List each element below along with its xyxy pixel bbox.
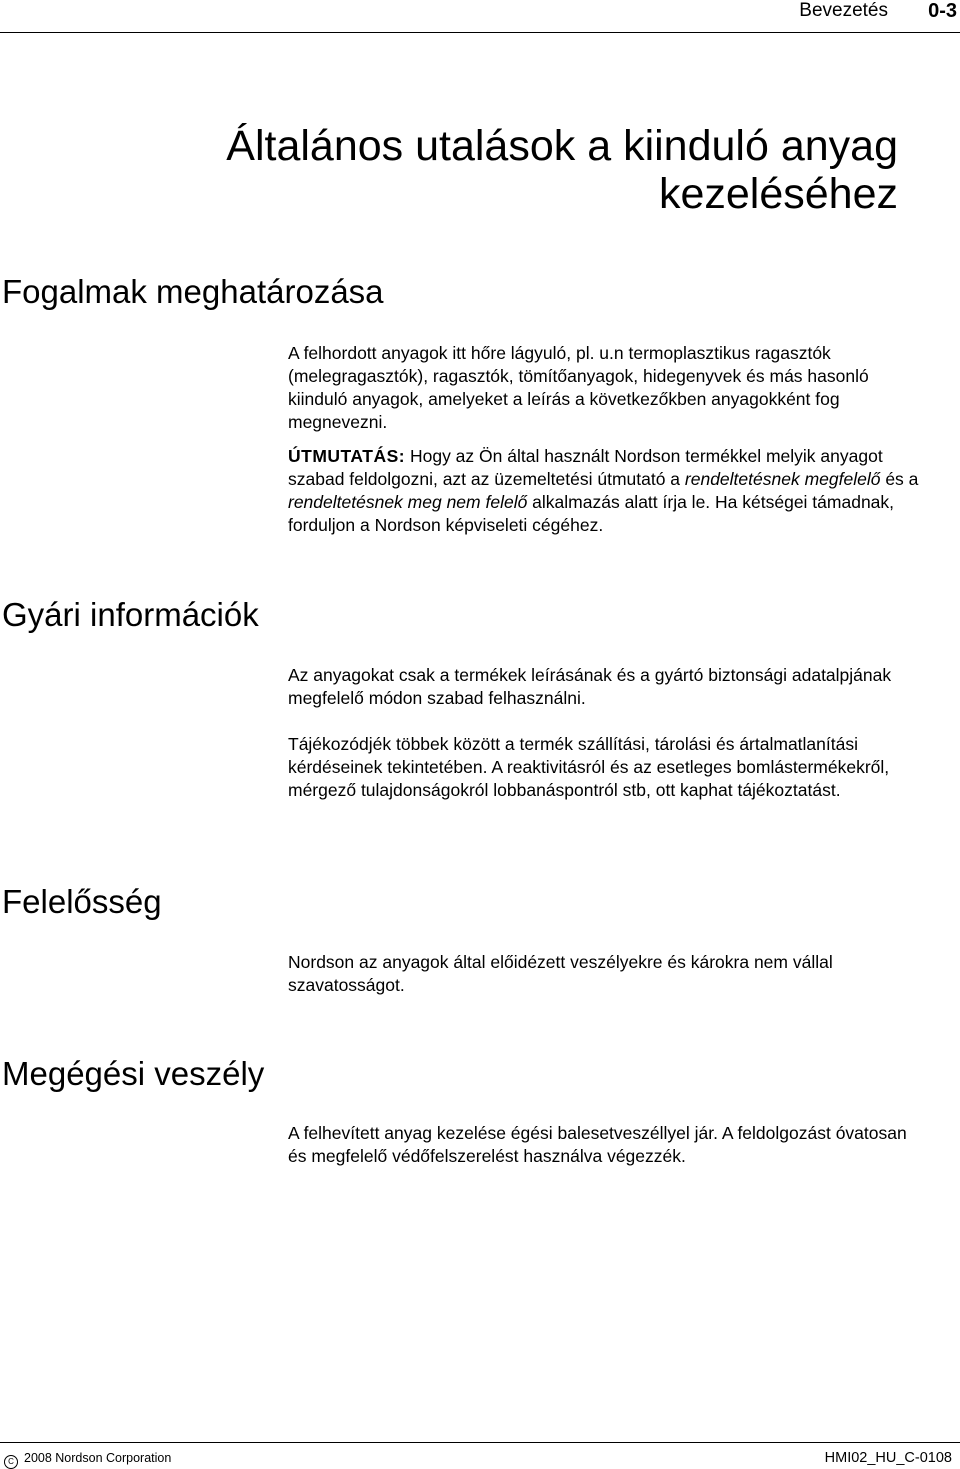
note-italic-1: rendeltetésnek megfelelő — [684, 469, 881, 489]
heading-liability: Felelősség — [2, 883, 162, 920]
page-title — [98, 122, 898, 218]
note-text-1: Hogy az Ön által használt Nordson termékkel melyik anyagot szabad feldolgozni, azt az üzemeltetési útmutató a — [288, 446, 883, 489]
header-page-number: 0-3 — [928, 0, 957, 22]
note-paragraph — [288, 445, 928, 537]
note-text-3: alkalmazás alatt írja le. Ha kétségei támadnak, forduljon a Nordson képviseleti cégéhez. — [288, 492, 895, 535]
manufacturer-paragraph-2: Tájékozódjék többek között a termék szállítási, tárolási és ártalmatlanítási kérdéseinek tekintetében. A reaktivitásról és az esetleges bomlástermékekről, mérgező tulajdonságokról lobbanáspontról stb, ott kaphat tájékoztatást. — [288, 734, 890, 800]
heading-burn-hazard: Megégési veszély — [2, 1055, 265, 1092]
liability-paragraph: Nordson az anyagok által előidézett veszélyekre és károkra nem vállal szavatosságot. — [288, 952, 833, 995]
header-divider — [0, 32, 960, 33]
page-title-line1: Általános utalások a kiinduló anyag — [226, 122, 898, 170]
definitions-paragraph: A felhordott anyagok itt hőre lágyuló, pl. u.n termoplasztikus ragasztók (melegragasztók), ragasztók, tömítőanyagok, hidegenyvek és más hasonló kiinduló anyagok, amelyeket a leírás a következőkben anyagokként fog megnevezni. — [288, 343, 869, 432]
copyright-icon: C — [4, 1455, 18, 1469]
footer-copyright-text: 2008 Nordson Corporation — [24, 1451, 172, 1465]
footer-divider — [0, 1442, 960, 1443]
heading-definitions: Fogalmak meghatározása — [2, 273, 384, 310]
footer-copyright — [4, 1450, 171, 1469]
burn-hazard-paragraph: A felhevített anyag kezelése égési balesetveszéllyel jár. A feldolgozást óvatosan és megfelelő védőfelszerelést használva végezzék. — [288, 1123, 907, 1166]
header-section-title: Bevezetés — [799, 0, 888, 21]
page-title-line2: kezeléséhez — [658, 170, 898, 218]
note-text-2: és a — [880, 469, 919, 489]
footer-document-code: HMI02_HU_C-0108 — [824, 1450, 952, 1466]
manufacturer-paragraph-1: Az anyagokat csak a termékek leírásának és a gyártó biztonsági adatalpjának megfelelő módon szabad felhasználni. — [288, 665, 892, 708]
note-italic-2: rendeltetésnek meg nem felelő — [288, 492, 528, 512]
heading-manufacturer-info: Gyári információk — [2, 596, 259, 633]
note-label: ÚTMUTATÁS: — [288, 446, 406, 466]
